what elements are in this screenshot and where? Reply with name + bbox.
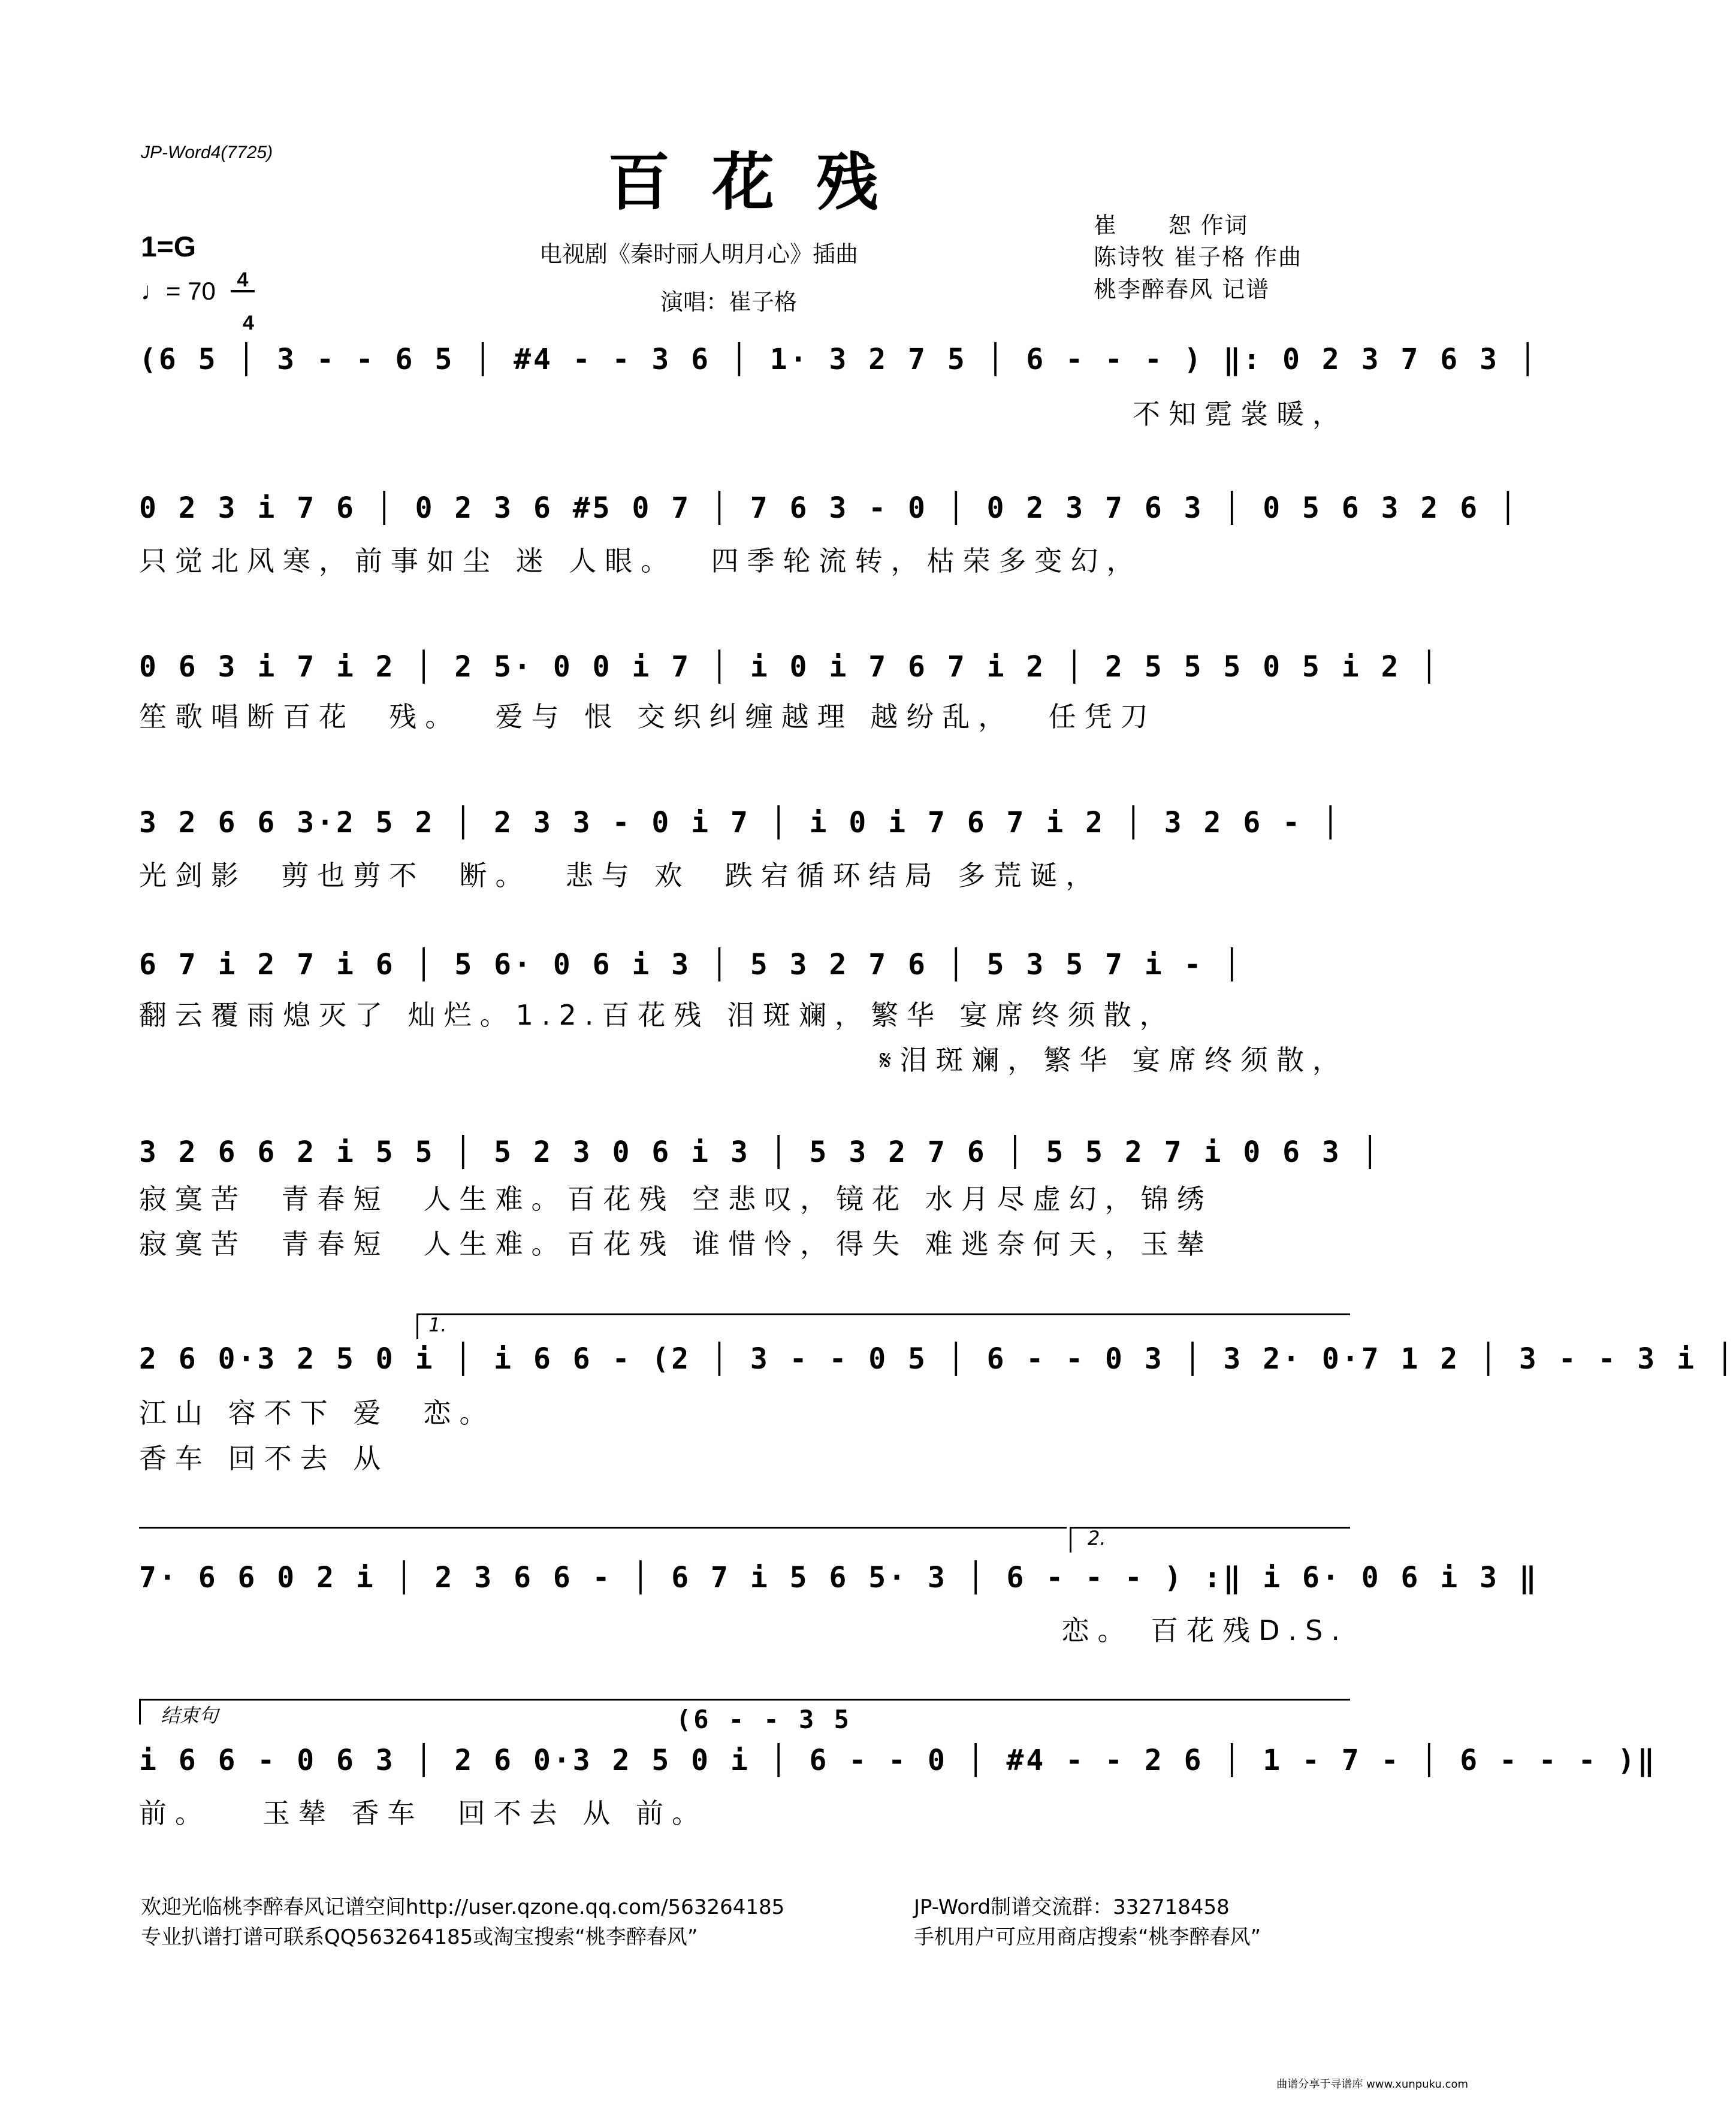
coda-label: 结束句: [161, 1704, 219, 1727]
lyric-line-7: 江山 容不下 爱 恋。: [139, 1397, 496, 1429]
lyric-line-5: 翻云覆雨熄灭了 灿烂。1.2.百花残 泪斑斓，繁华 宴席终须散，: [139, 999, 1176, 1031]
lyric-line-5-repeat: 𝄋泪斑斓，繁华 宴席终须散，: [879, 1044, 1348, 1076]
score-line-9: i 6 6 - 0 6 3 │ 2 6 0·3 2 5 0 i │ 6 - - 0 │ #4 - - 2 6 │ 1 - 7 - │ 6 - - - )‖: [139, 1744, 1657, 1777]
score-line-5: 6 7 i 2 7 i 6 │ 5 6· 0 6 i 3 │ 5 3 2 7 6 │ 5 3 5 7 i - │: [139, 948, 1243, 981]
lyric-line-6: 寂寞苦 青春短 人生难。百花残 空悲叹，镜花 水月尽虚幻，锦绣: [139, 1183, 1213, 1215]
credit-composer: 陈诗牧 崔子格 作曲: [1094, 244, 1303, 270]
footer-line-2-left: 专业扒谱打谱可联系QQ563264185或淘宝搜索“桃李醉春风”: [141, 1925, 698, 1949]
score-line-2: 0 2 3 i 7 6 │ 0 2 3 6 #5 0 7 │ 7 6 3 - 0 │ 0 2 3 7 6 3 │ 0 5 6 3 2 6 │: [139, 491, 1519, 525]
score-line-3: 0 6 3 i 7 i 2 │ 2 5· 0 0 i 7 │ i 0 i 7 6 7 i 2 │ 2 5 5 5 0 5 i 2 │: [139, 650, 1441, 684]
second-ending-bracket: [1070, 1527, 1350, 1553]
singer: 演唱：崔子格: [660, 289, 798, 315]
second-ending-label: 2.: [1088, 1527, 1106, 1550]
score-line-7: 2 6 0·3 2 5 0 i │ i 6 6 - (2 │ 3 - - 0 5 │ 6 - - 0 3 │ 3 2· 0·7 1 2 │ 3 - - 3 i │: [139, 1342, 1736, 1376]
lyric-line-7-verse2: 香车 回不去 从: [139, 1442, 390, 1475]
key-signature: 1=G: [141, 231, 197, 263]
lyric-line-6-verse2: 寂寞苦 青春短 人生难。百花残 谁惜怜，得失 难逃奈何天，玉辇: [139, 1228, 1213, 1260]
credit-lyricist: 崔 恕 作词: [1094, 212, 1249, 238]
footer-line-2-right: 手机用户可应用商店搜索“桃李醉春风”: [914, 1925, 1261, 1949]
time-signature-bottom: 4: [242, 312, 254, 334]
lyric-line-8: 恋。 百花残D.S.: [1061, 1614, 1348, 1647]
first-ending-continuation: [139, 1527, 1067, 1529]
lyric-line-1: 不知霓裳暖，: [1133, 398, 1348, 430]
lyric-line-9: 前。 玉辇 香车 回不去 从 前。: [139, 1797, 708, 1829]
first-ending-bracket: [416, 1313, 1350, 1339]
footer-line-1-left: 欢迎光临桃李醉春风记谱空间http://user.qzone.qq.com/563264185: [141, 1895, 785, 1919]
lyric-line-4: 光剑影 剪也剪不 断。 悲与 欢 跌宕循环结局 多荒诞，: [139, 859, 1102, 892]
watermark: 曲谱分享于寻谱库 www.xunpuku.com: [1276, 2078, 1468, 2091]
score-line-1: (6 5 │ 3 - - 6 5 │ #4 - - 3 6 │ 1· 3 2 7 5 │ 6 - - - ) ‖: 0 2 3 7 6 3 │: [139, 343, 1539, 376]
tempo-marking: ♩= 70: [141, 277, 216, 305]
time-signature: [231, 229, 255, 333]
subtitle: 电视剧《秦时丽人明月心》插曲: [539, 241, 859, 267]
score-line-8: 7· 6 6 0 2 i │ 2 3 6 6 - │ 6 7 i 5 6 5· 3 │ 6 - - - ) :‖ i 6· 0 6 i 3 ‖: [139, 1561, 1539, 1594]
credit-transcriber: 桃李醉春风 记谱: [1094, 276, 1270, 303]
first-ending-label: 1.: [428, 1313, 447, 1336]
lyric-line-3: 笙歌唱断百花 残。 爱与 恨 交织纠缠越理 越纷乱， 任凭刀: [139, 700, 1157, 733]
footer-line-1-right: JP-Word制谱交流群：332718458: [914, 1895, 1230, 1919]
lyric-line-2: 只觉北风寒，前事如尘 迷 人眼。 四季轮流转，枯荣多变幻，: [139, 545, 1143, 577]
song-title: 百花残: [607, 145, 920, 219]
score-line-4: 3 2 6 6 3·2 5 2 │ 2 3 3 - 0 i 7 │ i 0 i 7 6 7 i 2 │ 3 2 6 - │: [139, 806, 1342, 839]
software-label: JP-Word4(7725): [141, 143, 273, 162]
time-signature-top: 4: [231, 270, 255, 292]
score-line-6: 3 2 6 6 2 i 5 5 │ 5 2 3 0 6 i 3 │ 5 3 2 7 6 │ 5 5 2 7 i 0 6 3 │: [139, 1135, 1381, 1169]
ossia-notes: (6 - - 3 5: [676, 1705, 852, 1734]
